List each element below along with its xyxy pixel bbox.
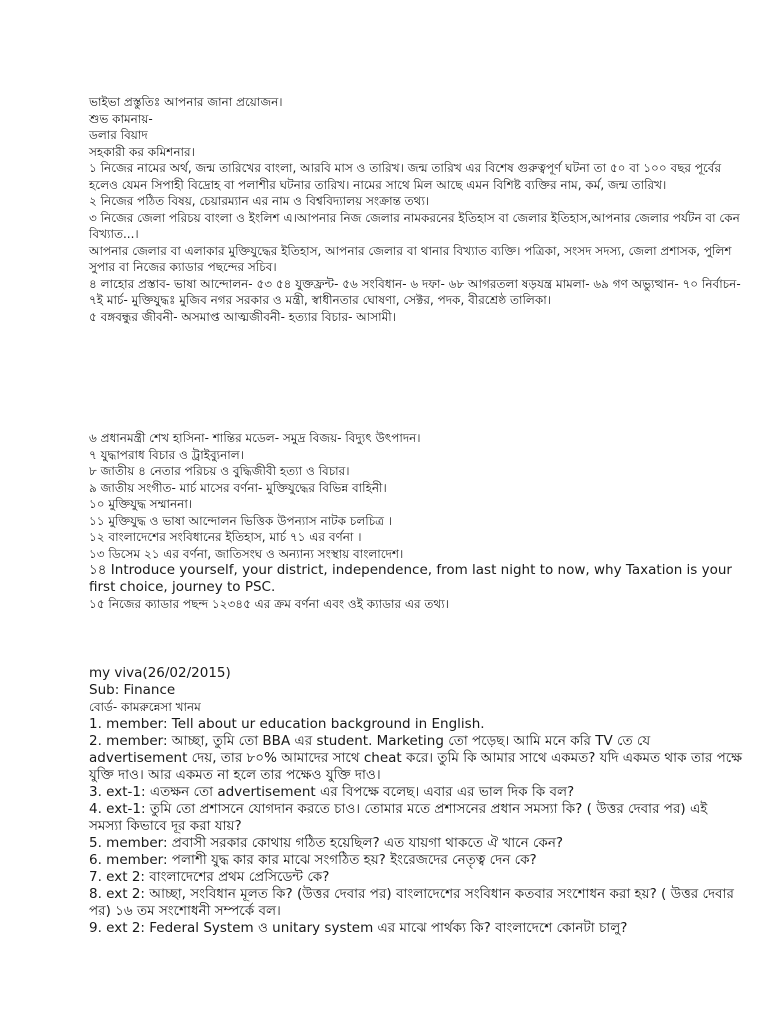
- wishes-line: শুভ কামনায়-: [89, 111, 153, 126]
- question-item: 4. ext-1: তুমি তো প্রশাসনে যোগদান করতে চাও। তোমার মতে প্রশাসনের প্রধান সমস্যা কি? ( উত্তর দেবার পর) এই সমস্যা কিভাবে দূর করা যায়?: [89, 800, 708, 834]
- list-item: ৪ লাহোর প্রস্তাব- ভাষা আন্দোলন- ৫৩ ৫৪ যুক্তফ্রন্ট- ৫৬ সংবিধান- ৬ দফা- ৬৮ আগরতলা ষড়যন্ত্র মামলা- ৬৯ গণ অভ্যুত্থান- ৭০ নির্বাচন- ৭ই মার্চ- মুক্তিযুদ্ধঃ মুজিব নগর সরকার ও মন্ত্রী, স্বাধীনতার ঘোষণা, সেক্টর, পদক, বীরশ্রেষ্ঠ তালিকা।: [89, 276, 741, 307]
- question-item: 7. ext 2: বাংলাদেশের প্রথম প্রেসিডেন্ট কে?: [89, 868, 330, 885]
- list-item: ৫ বঙ্গবন্ধুর জীবনী- অসমাপ্ত আত্মজীবনী- হত্যার বিচার- আসামী।: [89, 309, 397, 324]
- viva-subject: Sub: Finance: [89, 682, 176, 698]
- question-item: 5. member: প্রবাসী সরকার কোথায় গঠিত হয়েছিল? এত যায়গা থাকতে ঐ খানে কেন?: [89, 834, 564, 851]
- list-item: ১৫ নিজের ক্যাডার পছন্দ ১২৩৪৫ এর ক্রম বর্ণনা এবং ওই ক্যাডার এর তথ্য।: [89, 597, 449, 611]
- intro-title: ভাইভা প্রস্তুতিঃ আপনার জানা প্রয়োজন।: [89, 95, 283, 109]
- list-item: ১২ বাংলাদেশের সংবিধানের ইতিহাস, মার্চ ৭১ এর বর্ণনা ।: [89, 530, 362, 544]
- author-designation: সহকারী কর কমিশনার।: [89, 144, 195, 159]
- question-item: 2. member: আচ্ছা, তুমি তো BBA এর student. Marketing তো পড়েছ। আমি মনে করি TV তে যে advertisement দেয়, তার ৮০% আমাদের সাথে cheat করে। তুমি কি আমার সাথে একমত? যদি একমত থাক তার পক্ষে যুক্তি দাও। আর একমত না হলে তার পক্ষেও যুক্তি দাও।: [89, 732, 743, 783]
- list-item: ১১ মুক্তিযুদ্ধ ও ভাষা আন্দোলন ভিত্তিক উপন্যাস নাটক চলচিত্র ।: [89, 513, 393, 528]
- list-item: ৮ জাতীয় ৪ নেতার পরিচয় ও বুদ্ধিজীবী হত্যা ও বিচার।: [89, 464, 350, 478]
- question-item: 6. member: পলাশী যুদ্ধ কার কার মাঝে সংগঠিত হয়? ইংরেজদের নেতৃত্ব দেন কে?: [89, 851, 537, 868]
- list-item: ১ নিজের নামের অর্থ, জন্ম তারিখের বাংলা, আরবি মাস ও তারিখ। জন্ম তারিখ এর বিশেষ গুরুত্বপূর্ণ ঘটনা তা ৫০ বা ১০০ বছর পূর্বের হলেও যেমন সিপাহী বিদ্রোহ বা পলাশীর ঘটনার তারিখ। নামের সাথে মিল আছে এমন বিশিষ্ট ব্যক্তির নাম, কর্ম, জন্ম তারিখ।: [89, 161, 722, 192]
- author-name: ডলার বিয়াদ: [89, 128, 148, 142]
- question-item: 3. ext-1: এতক্ষন তো advertisement এর বিপক্ষে বলেছ। এবার এর ভাল দিক কি বল?: [89, 783, 575, 800]
- list-item: ২ নিজের পঠিত বিষয়, চেয়ারম্যান এর নাম ও বিশ্ববিদ্যালয় সংক্রান্ত তথ্য।: [89, 194, 430, 208]
- viva-preparation-section: [89, 94, 744, 325]
- my-viva-section: [89, 665, 744, 937]
- list-item: ৬ প্রধানমন্ত্রী শেখ হাসিনা- শান্তির মডেল- সমুদ্র বিজয়- বিদ্যুৎ উৎপাদন।: [89, 431, 421, 445]
- question-item: 9. ext 2: Federal System ও unitary system এর মাঝে পার্থক্য কি? বাংলাদেশে কোনটা চালু?: [89, 919, 628, 936]
- viva-board: বোর্ড- কামরুন্নেসা খানম: [89, 700, 201, 714]
- viva-heading: my viva(26/02/2015): [89, 665, 231, 681]
- list-item: আপনার জেলার বা এলাকার মুক্তিযুদ্ধের ইতিহাস, আপনার জেলার বা থানার বিখ্যাত ব্যক্তি। পত্রিকা, সংসদ সদস্য, জেলা প্রশাসক, পুলিশ সুপার বা নিজের ক্যাডার পছন্দের সচিব।: [89, 243, 732, 274]
- list-item: ৩ নিজের জেলা পরিচয় বাংলা ও ইংলিশ এ।আপনার নিজ জেলার নামকরনের ইতিহাস বা জেলার ইতিহাস,আপনার জেলার পর্যটন বা কেন বিখ্যাত...।: [89, 210, 740, 241]
- list-item: ৭ যুদ্ধাপরাধ বিচার ও ট্রাইব্যুনাল।: [89, 447, 244, 462]
- question-item: 8. ext 2: আচ্ছা, সংবিধান মূলত কি? (উত্তর দেবার পর) বাংলাদেশের সংবিধান কতবার সংশোধন করা হয়? ( উত্তর দেবার পর) ১৬ তম সংশোধনী সম্পর্কে বল।: [89, 885, 734, 919]
- question-item: 1. member: Tell about ur education background in English.: [89, 715, 485, 732]
- list-item: ৯ জাতীয় সংগীত- মার্চ মাসের বর্ণনা- মুক্তিযুদ্ধের বিভিন্ন বাহিনী।: [89, 480, 387, 495]
- list-item-english: ১৪ Introduce yourself, your district, independence, from last night to now, why Taxation is your first choice, journey to PSC.: [89, 562, 732, 595]
- list-item: ১০ মুক্তিযুদ্ধ সম্মাননা।: [89, 497, 193, 511]
- viva-topics-section: [89, 430, 744, 613]
- list-item: ১৩ ডিসেম ২১ এর বর্ণনা, জাতিসংঘ ও অন্যান্য সংস্থায় বাংলাদেশ।: [89, 546, 404, 561]
